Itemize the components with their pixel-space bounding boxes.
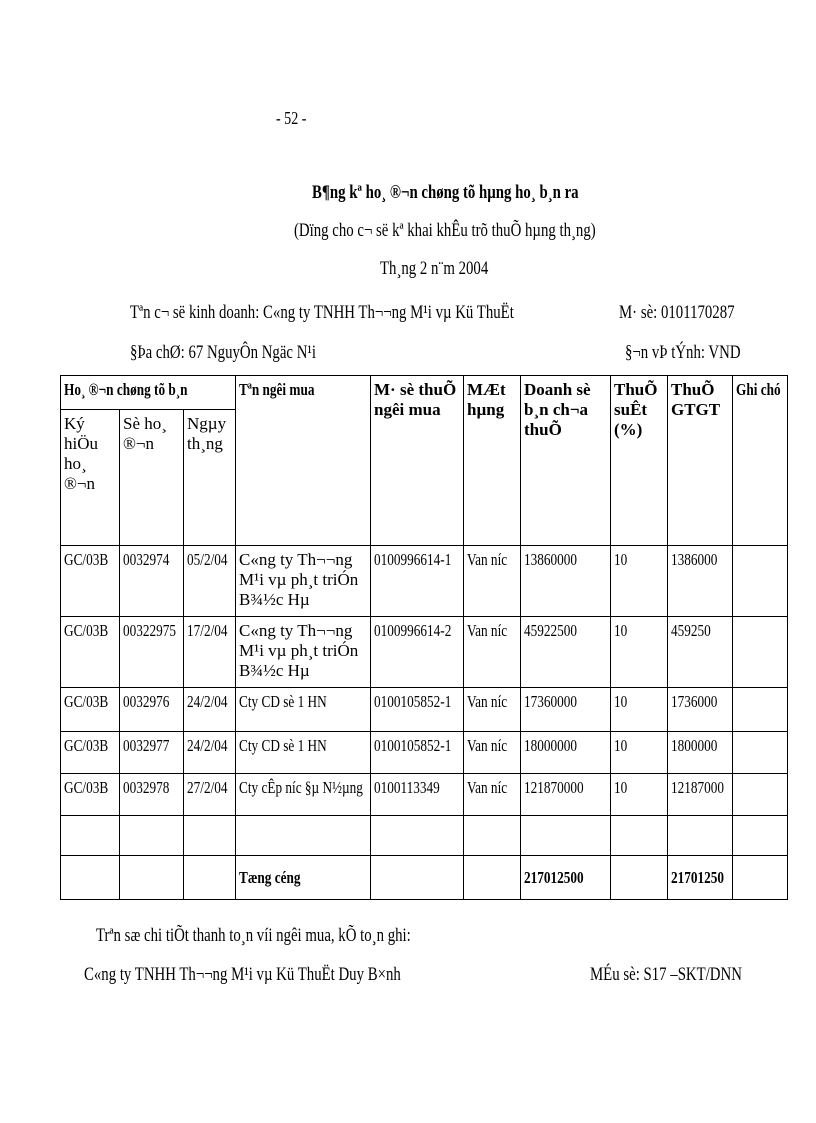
header-note: Ghi chó [733,376,788,546]
form-code: MÉu sè: S17 –SKT/DNN [590,964,742,985]
header-buyer: Tªn ngêi mua [236,376,371,546]
cell-revenue: 17360000 [521,688,611,732]
cell-date: 27/2/04 [184,774,236,816]
footer-company: C«ng ty TNHH Th¬¬ng M¹i vµ Kü ThuËt Duy B×nh [84,964,401,985]
cell-vat: 459250 [668,617,733,688]
header-invoice-group: Ho¸ ®¬n chøng tõ b¸n [61,376,236,410]
cell-rate: 10 [611,617,668,688]
cell-vat: 1800000 [668,732,733,774]
page-number: - 52 - [276,108,307,128]
tax-code: M· sè: 0101170287 [619,302,735,323]
table-row [61,546,788,617]
cell-revenue: 18000000 [521,732,611,774]
cell-date: 17/2/04 [184,617,236,688]
table-row [61,774,788,816]
table-header-row [61,376,788,410]
cell-vat: 12187000 [668,774,733,816]
cell-item: Van níc [464,617,521,688]
table-row [61,732,788,774]
table-row [61,688,788,732]
header-item: MÆt hµng [464,376,521,546]
total-revenue: 217012500 [521,856,611,900]
address: §Þa chØ: 67 NguyÔn Ngäc N¹i [130,342,316,363]
cell-buyer-tax: 0100105852-1 [371,732,464,774]
cell-revenue: 45922500 [521,617,611,688]
cell-rate: 10 [611,688,668,732]
cell-number: 00322975 [120,617,184,688]
business-name: Tªn c¬ së kinh doanh: C«ng ty TNHH Th¬¬ng M¹i vµ Kü ThuËt [130,302,514,323]
table-row-empty [61,816,788,856]
cell-item: Van níc [464,774,521,816]
cell-buyer-tax: 0100105852-1 [371,688,464,732]
cell-note [733,546,788,617]
header-symbol: Ký hiÖu ho¸ ®¬n [61,410,120,546]
cell-number: 0032977 [120,732,184,774]
cell-note [733,688,788,732]
cell-symbol: GC/03B [61,732,120,774]
header-revenue: Doanh sè b¸n ch¬a thuÕ [521,376,611,546]
cell-date: 24/2/04 [184,732,236,774]
cell-symbol: GC/03B [61,774,120,816]
cell-item: Van níc [464,546,521,617]
cell-symbol: GC/03B [61,688,120,732]
cell-buyer: Cty cÊp níc §µ N½µng [236,774,371,816]
period: Th¸ng 2 n¨m 2004 [380,258,489,279]
document-title: B¶ng kª ho¸ ®¬n chøng tõ hµng ho¸ b¸n ra [312,182,579,203]
cell-vat: 1736000 [668,688,733,732]
cell-rate: 10 [611,732,668,774]
cell-item: Van níc [464,732,521,774]
header-rate: ThuÕ suÊt (%) [611,376,668,546]
currency-unit: §¬n vÞ tÝnh: VND [625,342,741,363]
total-label: Tæng céng [236,856,371,900]
header-date: Ngµy th¸ng [184,410,236,546]
table-total-row [61,856,788,900]
cell-buyer: Cty CD sè 1 HN [236,732,371,774]
cell-note [733,732,788,774]
cell-buyer: C«ng ty Th¬¬ng M¹i vµ ph¸t triÓn B¾½c Hµ [236,617,371,688]
cell-symbol: GC/03B [61,546,120,617]
invoice-table [60,375,788,900]
cell-note [733,617,788,688]
cell-number: 0032974 [120,546,184,617]
cell-number: 0032978 [120,774,184,816]
cell-rate: 10 [611,774,668,816]
cell-item: Van níc [464,688,521,732]
cell-note [733,774,788,816]
cell-buyer-tax: 0100996614-1 [371,546,464,617]
cell-buyer: Cty CD sè 1 HN [236,688,371,732]
cell-revenue: 121870000 [521,774,611,816]
cell-vat: 1386000 [668,546,733,617]
cell-buyer-tax: 0100113349 [371,774,464,816]
cell-buyer: C«ng ty Th¬¬ng M¹i vµ ph¸t triÓn B¾½c Hµ [236,546,371,617]
footer-note: Trªn sæ chi tiÕt thanh to¸n víi ngêi mua, kÕ to¸n ghi: [96,925,411,946]
cell-date: 05/2/04 [184,546,236,617]
header-number: Sè ho¸ ®¬n [120,410,184,546]
cell-rate: 10 [611,546,668,617]
cell-buyer-tax: 0100996614-2 [371,617,464,688]
cell-number: 0032976 [120,688,184,732]
header-vat: ThuÕ GTGT [668,376,733,546]
cell-revenue: 13860000 [521,546,611,617]
total-vat: 21701250 [668,856,733,900]
cell-date: 24/2/04 [184,688,236,732]
header-buyer-tax: M· sè thuÕ ngêi mua [371,376,464,546]
cell-symbol: GC/03B [61,617,120,688]
table-row [61,617,788,688]
document-subtitle: (Dïng cho c¬ së kª khai khÊu trõ thuÕ hµng th¸ng) [294,220,596,241]
